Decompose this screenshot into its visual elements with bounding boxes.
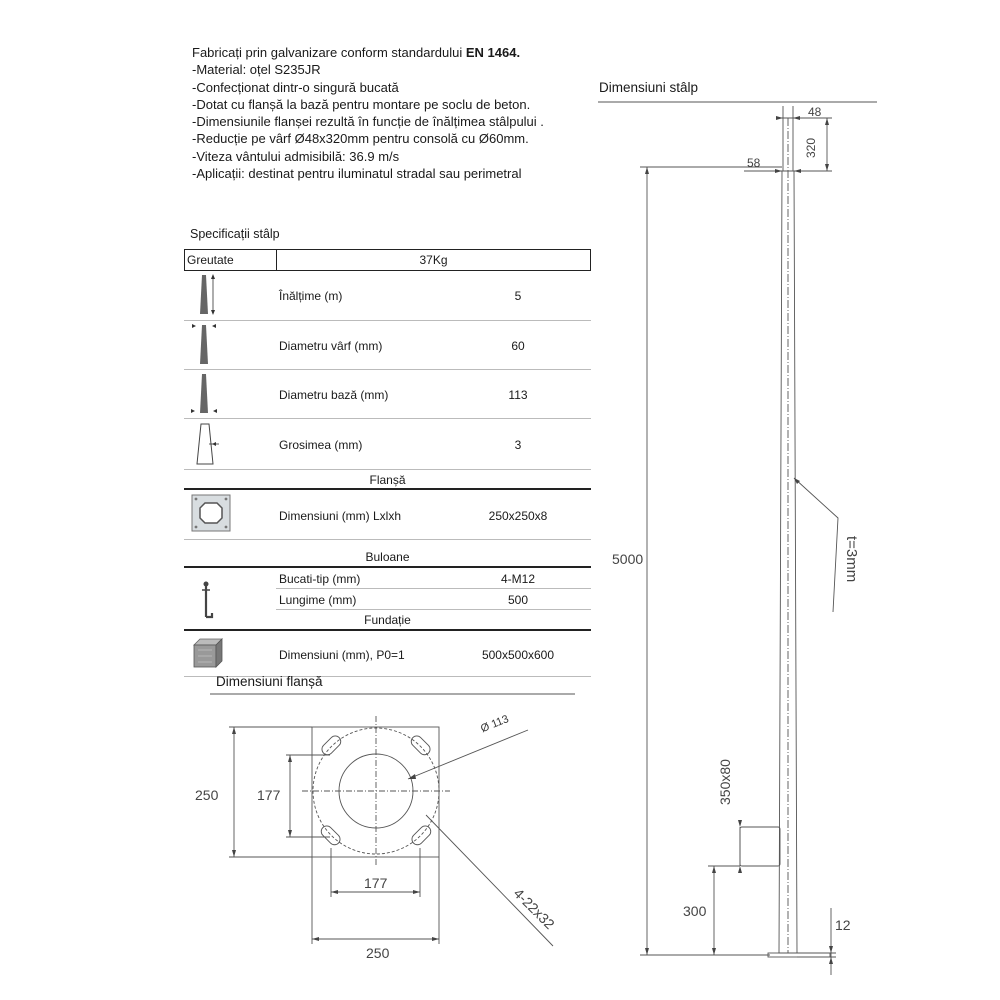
row-separator: [184, 369, 591, 370]
bolt-type-label: Bucati-tip (mm): [279, 572, 361, 586]
pole-top-diameter-icon: [192, 324, 216, 364]
anchor-bolt-icon: [202, 582, 212, 618]
bolt-circle: [313, 728, 439, 854]
base-diameter-label: Diametru bază (mm): [279, 388, 389, 402]
bolt-length-value: 500: [507, 593, 529, 607]
intro-line: -Dotat cu flanșă la bază pentru montare pe soclu de beton.: [192, 96, 531, 112]
row-separator: [184, 469, 591, 470]
foundation-block-icon: [194, 639, 222, 667]
bolts-section-title: Buloane: [365, 550, 410, 564]
intro-line: -Viteza vântului admisibilă: 36.9 m/s: [192, 148, 400, 164]
bolt-type-value: 4-M12: [500, 572, 535, 586]
dim-320: 320: [804, 137, 818, 158]
section-separator: [184, 566, 591, 568]
dim-leader-thickness: [794, 478, 838, 612]
intro-line: -Aplicații: destinat pentru iluminatul stradal sau perimetral: [192, 166, 522, 182]
row-separator: [276, 609, 591, 610]
weight-row: [184, 249, 591, 271]
flange-plate-outline: [312, 727, 439, 857]
pole-base-circle: [339, 754, 413, 828]
pole-base-diameter-icon: [191, 374, 217, 413]
flange-drawing-title: Dimensiuni flanșă: [216, 674, 323, 689]
pole-top-reduction: [783, 118, 793, 171]
intro-line-standard: Fabricați prin galvanizare conform standardului EN 1464.: [192, 45, 521, 60]
flange-plate-icon: [192, 495, 230, 531]
spec-title: Specificații stâlp: [190, 227, 280, 241]
intro-line: -Reducție pe vârf Ø48x320mm pentru consolă cu Ø60mm.: [192, 131, 529, 147]
flange-value: 250x250x8: [488, 509, 548, 523]
row-separator: [184, 320, 591, 321]
weight-label: Greutate: [187, 253, 234, 267]
flange-label: Dimensiuni (mm) Lxlxh: [279, 509, 402, 523]
row-separator: [184, 418, 591, 419]
top-diameter-label: Diametru vârf (mm): [279, 339, 383, 353]
thickness-value: 3: [514, 438, 522, 452]
height-label: Înălțime (m): [279, 289, 343, 303]
intro-line: -Confecționat dintr-o singură bucată: [192, 79, 399, 95]
foundation-section-title: Fundație: [364, 613, 411, 627]
dim-12: 12: [835, 917, 851, 933]
pole-shaft: [779, 171, 797, 953]
flange-section-title: Flanșă: [369, 473, 406, 487]
dim-leader-holes: [426, 815, 553, 946]
dim-177-left: 177: [257, 787, 281, 803]
dim-350x80: 350x80: [717, 759, 733, 805]
pole-base-plate: [768, 953, 830, 957]
section-separator: [184, 629, 591, 631]
dim-177-bottom: 177: [364, 875, 388, 891]
bolt-slots: [319, 734, 433, 847]
row-separator: [184, 539, 591, 540]
pole-thickness-icon: [197, 424, 219, 464]
dim-holes: 4-22x32: [510, 885, 558, 933]
top-diameter-value: 60: [511, 339, 525, 353]
base-diameter-value: 113: [508, 388, 528, 402]
dim-5000: 5000: [612, 551, 644, 567]
section-separator: [184, 488, 591, 490]
thickness-label: Grosimea (mm): [279, 438, 363, 452]
dim-thickness: t=3mm: [843, 536, 860, 583]
dim-250-left: 250: [195, 787, 219, 803]
center-lines: [302, 716, 450, 866]
pole-height-icon: [200, 274, 215, 315]
dim-48: 48: [808, 105, 822, 119]
pole-door: [740, 827, 780, 866]
dim-300: 300: [683, 903, 707, 919]
foundation-label: Dimensiuni (mm), P0=1: [279, 648, 405, 662]
intro-text: [192, 44, 544, 182]
intro-line: -Material: oțel S235JR: [192, 62, 321, 78]
row-separator: [276, 588, 591, 589]
dim-leader-diameter: [408, 730, 528, 779]
pole-drawing-title: Dimensiuni stâlp: [599, 80, 699, 95]
weight-value: 37Kg: [419, 253, 448, 267]
intro-line: -Dimensiunile flanșei rezultă în funcție de înălțimea stâlpului .: [192, 114, 544, 130]
dim-250-bottom: 250: [366, 945, 390, 961]
dim-58: 58: [747, 156, 761, 170]
height-value: 5: [514, 289, 522, 303]
dim-diameter: Ø 113: [479, 713, 511, 736]
foundation-value: 500x500x600: [481, 648, 555, 662]
bolt-length-label: Lungime (mm): [279, 593, 357, 607]
